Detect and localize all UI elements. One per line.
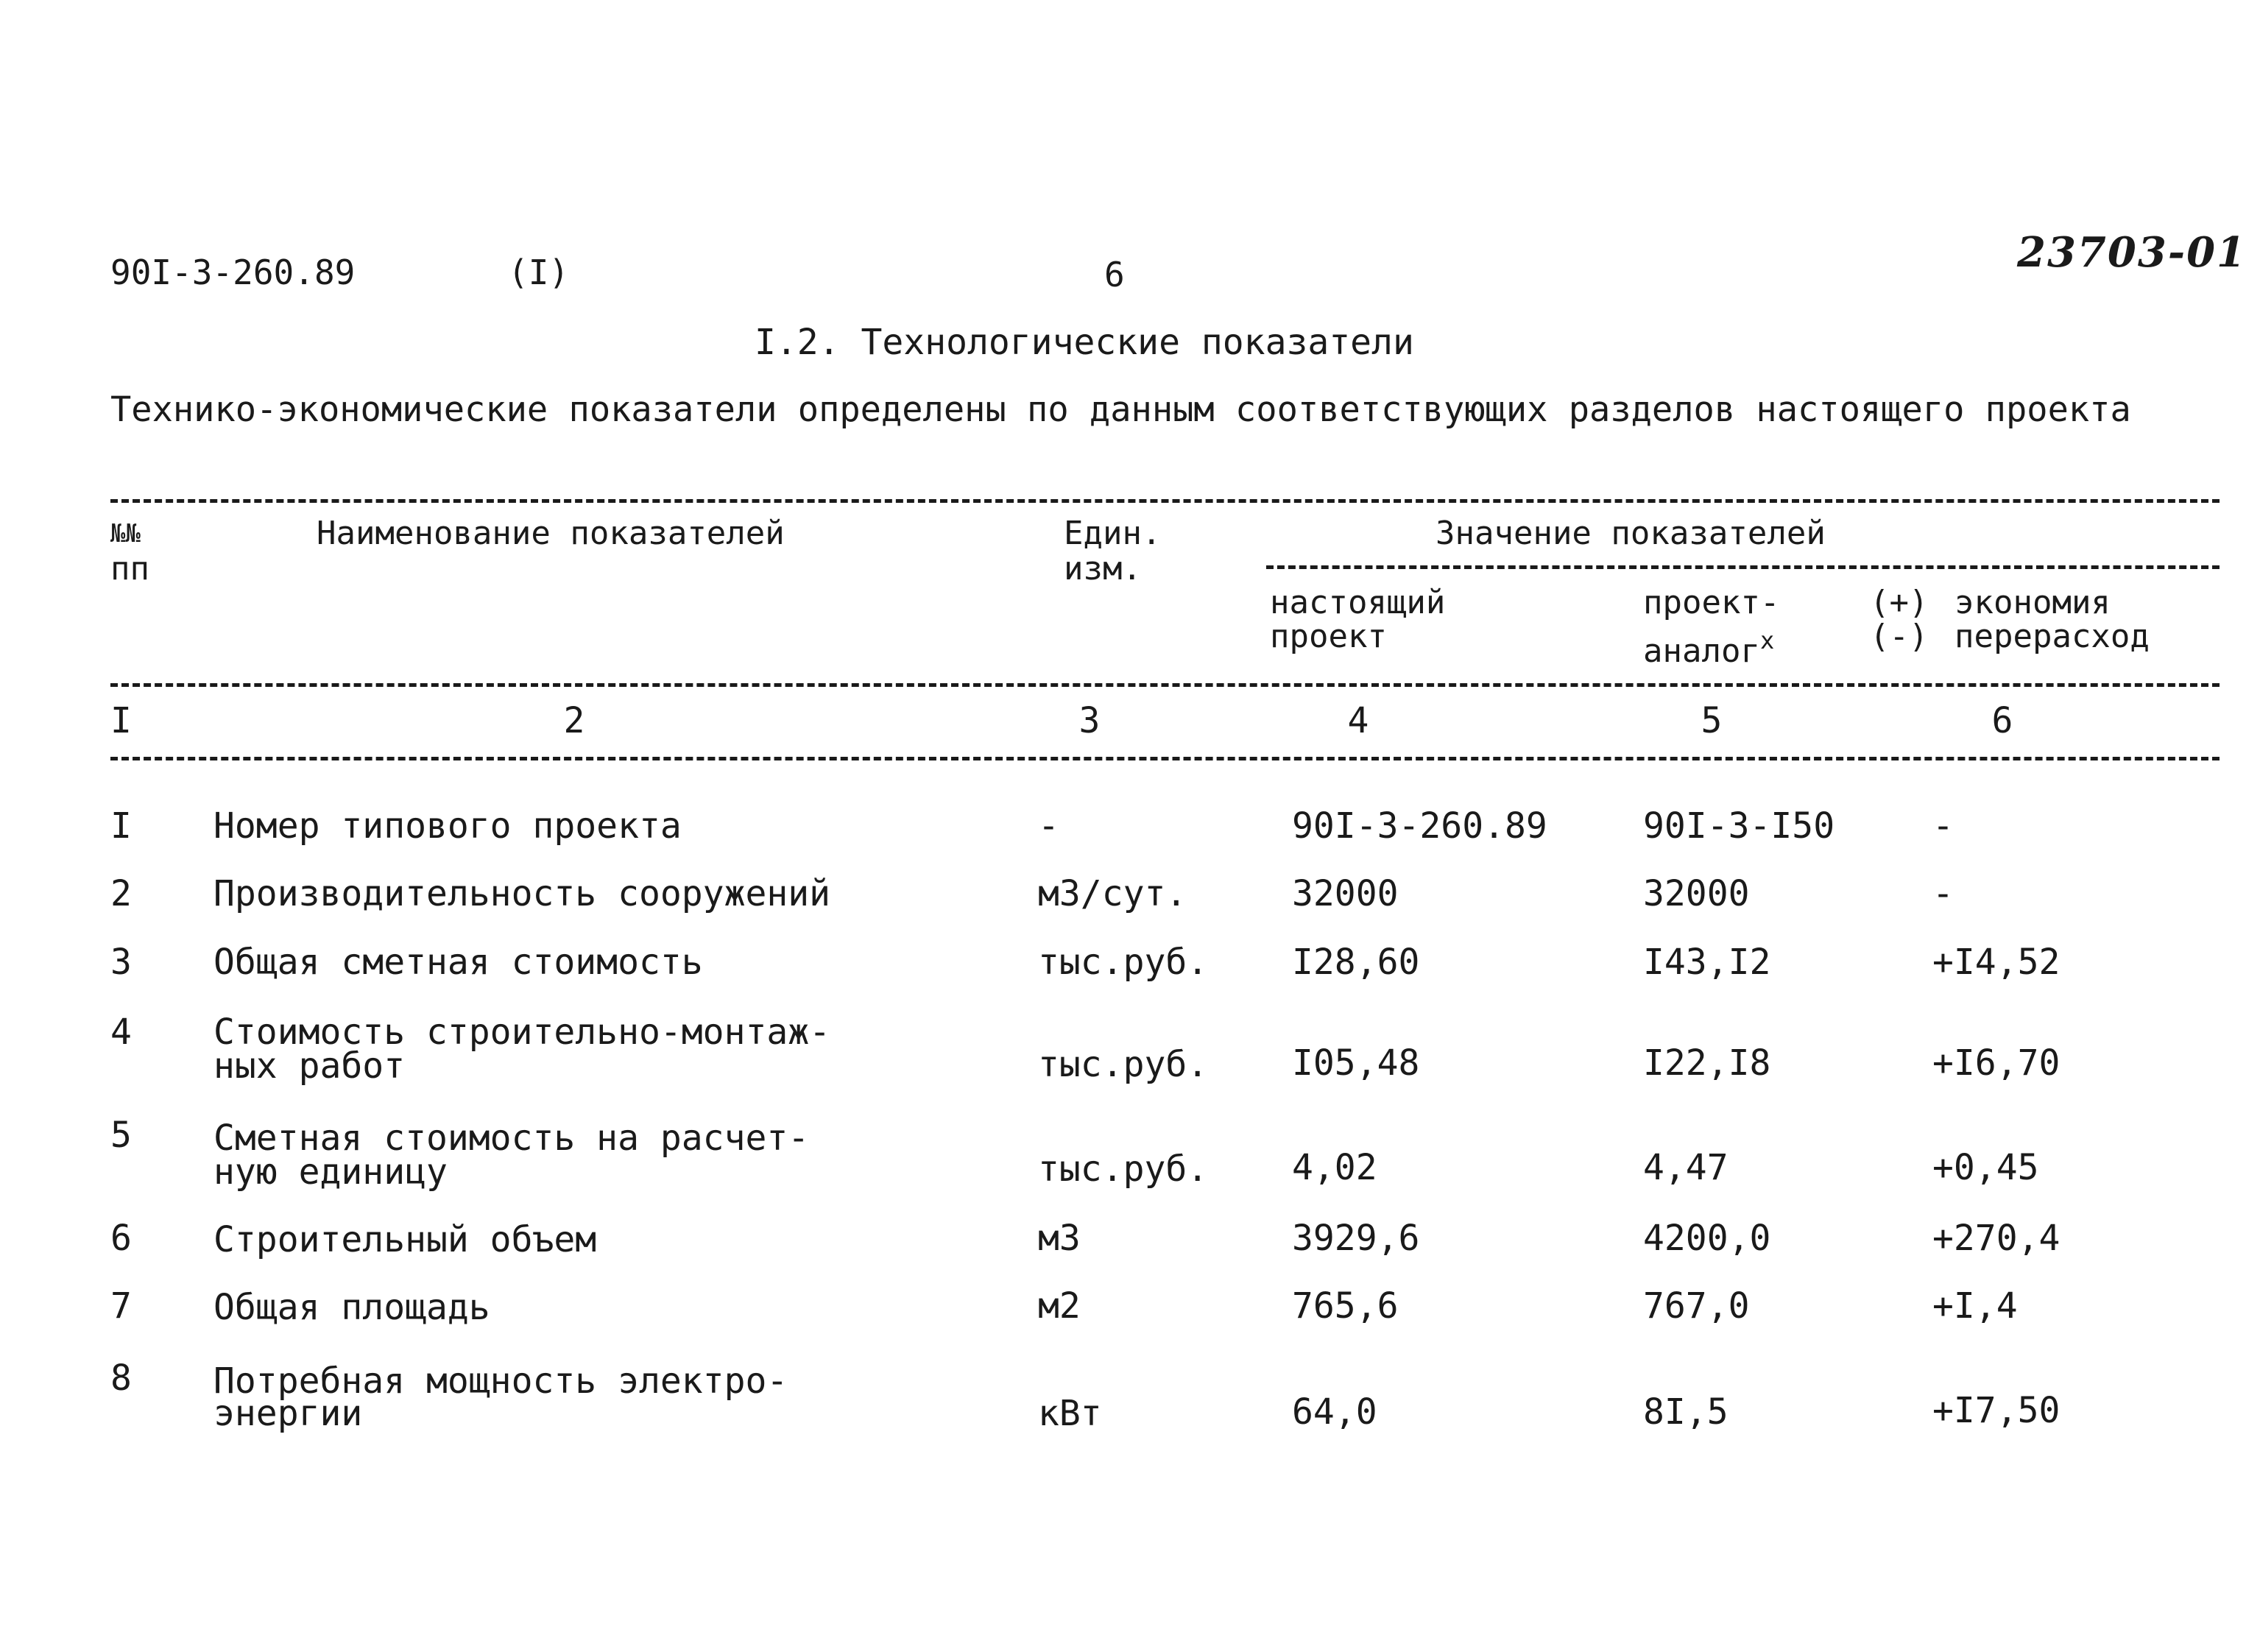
header-overrun: перерасход — [1954, 618, 2150, 655]
current-value: 64,0 — [1292, 1391, 1377, 1433]
analog-value: I43,I2 — [1643, 942, 1771, 983]
row-number: 7 — [110, 1285, 132, 1327]
analog-value: 4,47 — [1643, 1147, 1728, 1188]
column-number-6: 6 — [1991, 700, 2013, 741]
current-value: 765,6 — [1292, 1285, 1399, 1327]
indicator-name: Стоимость строительно-монтаж- — [213, 1012, 831, 1053]
indicator-name-continued: энергии — [213, 1393, 363, 1434]
indicator-name-continued: ных работ — [213, 1045, 406, 1087]
values-group-rule — [1266, 565, 2220, 569]
header-unit-2: изм. — [1064, 550, 1142, 587]
page-number: 6 — [1104, 255, 1125, 294]
indicator-name: Номер типового проекта — [213, 805, 682, 847]
analog-value: 4200,0 — [1643, 1218, 1771, 1259]
indicator-name: Строительный объем — [213, 1219, 597, 1260]
column-number-5: 5 — [1701, 700, 1723, 741]
difference-value: +I7,50 — [1932, 1390, 2061, 1431]
unit: тыс.руб. — [1038, 1044, 1209, 1085]
footnote-mark: x — [1759, 626, 1775, 654]
header-sign-minus: (-) — [1870, 618, 1929, 655]
analog-value: 8I,5 — [1643, 1391, 1728, 1433]
header-number-label-2: пп — [110, 550, 149, 587]
column-number-3: 3 — [1078, 700, 1101, 741]
indicator-name: Производительность сооружений — [213, 873, 831, 914]
column-number-1: I — [110, 700, 132, 741]
row-number: 8 — [110, 1358, 132, 1399]
header-number-label: №№ — [110, 519, 141, 548]
document-code: 90I-3-260.89 — [110, 253, 356, 292]
header-current-project: настоящий — [1270, 584, 1446, 621]
header-values-group: Значение показателей — [1436, 515, 1826, 552]
indicator-name: Общая сметная стоимость — [213, 942, 703, 983]
current-value: I05,48 — [1292, 1042, 1420, 1084]
table-top-rule — [110, 499, 2220, 503]
header-name: Наименование показателей — [317, 515, 785, 552]
header-bottom-rule — [110, 683, 2220, 687]
intro-text: Технико-экономические показатели определены по данным соответствующих разделов настоящего проекта — [110, 389, 2131, 430]
difference-value: +I6,70 — [1932, 1042, 2061, 1084]
current-value: 32000 — [1292, 873, 1399, 914]
row-number: I — [110, 805, 132, 847]
archive-stamp: 23703-01 — [2017, 228, 2247, 277]
header-unit: Един. — [1064, 515, 1162, 552]
difference-value: - — [1932, 805, 1954, 847]
unit: м2 — [1038, 1285, 1081, 1327]
unit: тыс.руб. — [1038, 942, 1209, 983]
difference-value: +0,45 — [1932, 1147, 2039, 1188]
difference-value: +270,4 — [1932, 1218, 2061, 1259]
indicator-name-continued: ную единицу — [213, 1151, 448, 1193]
current-value: 3929,6 — [1292, 1218, 1420, 1259]
row-number: 4 — [110, 1012, 132, 1053]
column-number-2: 2 — [563, 700, 585, 741]
analog-value: 90I-3-I50 — [1643, 805, 1835, 847]
row-number: 6 — [110, 1218, 132, 1259]
unit: м3 — [1038, 1218, 1081, 1259]
current-value: 4,02 — [1292, 1147, 1377, 1188]
unit: тыс.руб. — [1038, 1148, 1209, 1190]
difference-value: +I4,52 — [1932, 942, 2061, 983]
column-number-4: 4 — [1347, 700, 1369, 741]
analog-value: 767,0 — [1643, 1285, 1750, 1327]
current-value: I28,60 — [1292, 942, 1420, 983]
indicator-name: Потребная мощность электро- — [213, 1360, 788, 1402]
volume-number: (I) — [508, 253, 570, 292]
row-number: 5 — [110, 1115, 132, 1156]
analog-value: 32000 — [1643, 873, 1750, 914]
unit: м3/сут. — [1038, 873, 1187, 914]
section-title: I.2. Технологические показатели — [755, 322, 1414, 363]
indicator-name: Общая площадь — [213, 1287, 490, 1328]
analog-value: I22,I8 — [1643, 1042, 1771, 1084]
header-analog-label: аналог — [1643, 632, 1760, 670]
header-current-project-2: проект — [1270, 618, 1387, 655]
header-economy: экономия — [1954, 584, 2111, 621]
unit: - — [1038, 805, 1059, 847]
header-analog-project: проект- — [1643, 584, 1780, 621]
row-number: 2 — [110, 873, 132, 914]
difference-value: - — [1932, 873, 1954, 914]
unit: кВт — [1038, 1393, 1102, 1434]
row-number: 3 — [110, 942, 132, 983]
header-analog-project-2 — [1643, 626, 1775, 671]
difference-value: +I,4 — [1932, 1285, 2018, 1327]
indicator-name: Сметная стоимость на расчет- — [213, 1118, 810, 1159]
column-numbers-rule — [110, 757, 2220, 760]
header-sign-plus: (+) — [1870, 584, 1929, 621]
current-value: 90I-3-260.89 — [1292, 805, 1547, 847]
